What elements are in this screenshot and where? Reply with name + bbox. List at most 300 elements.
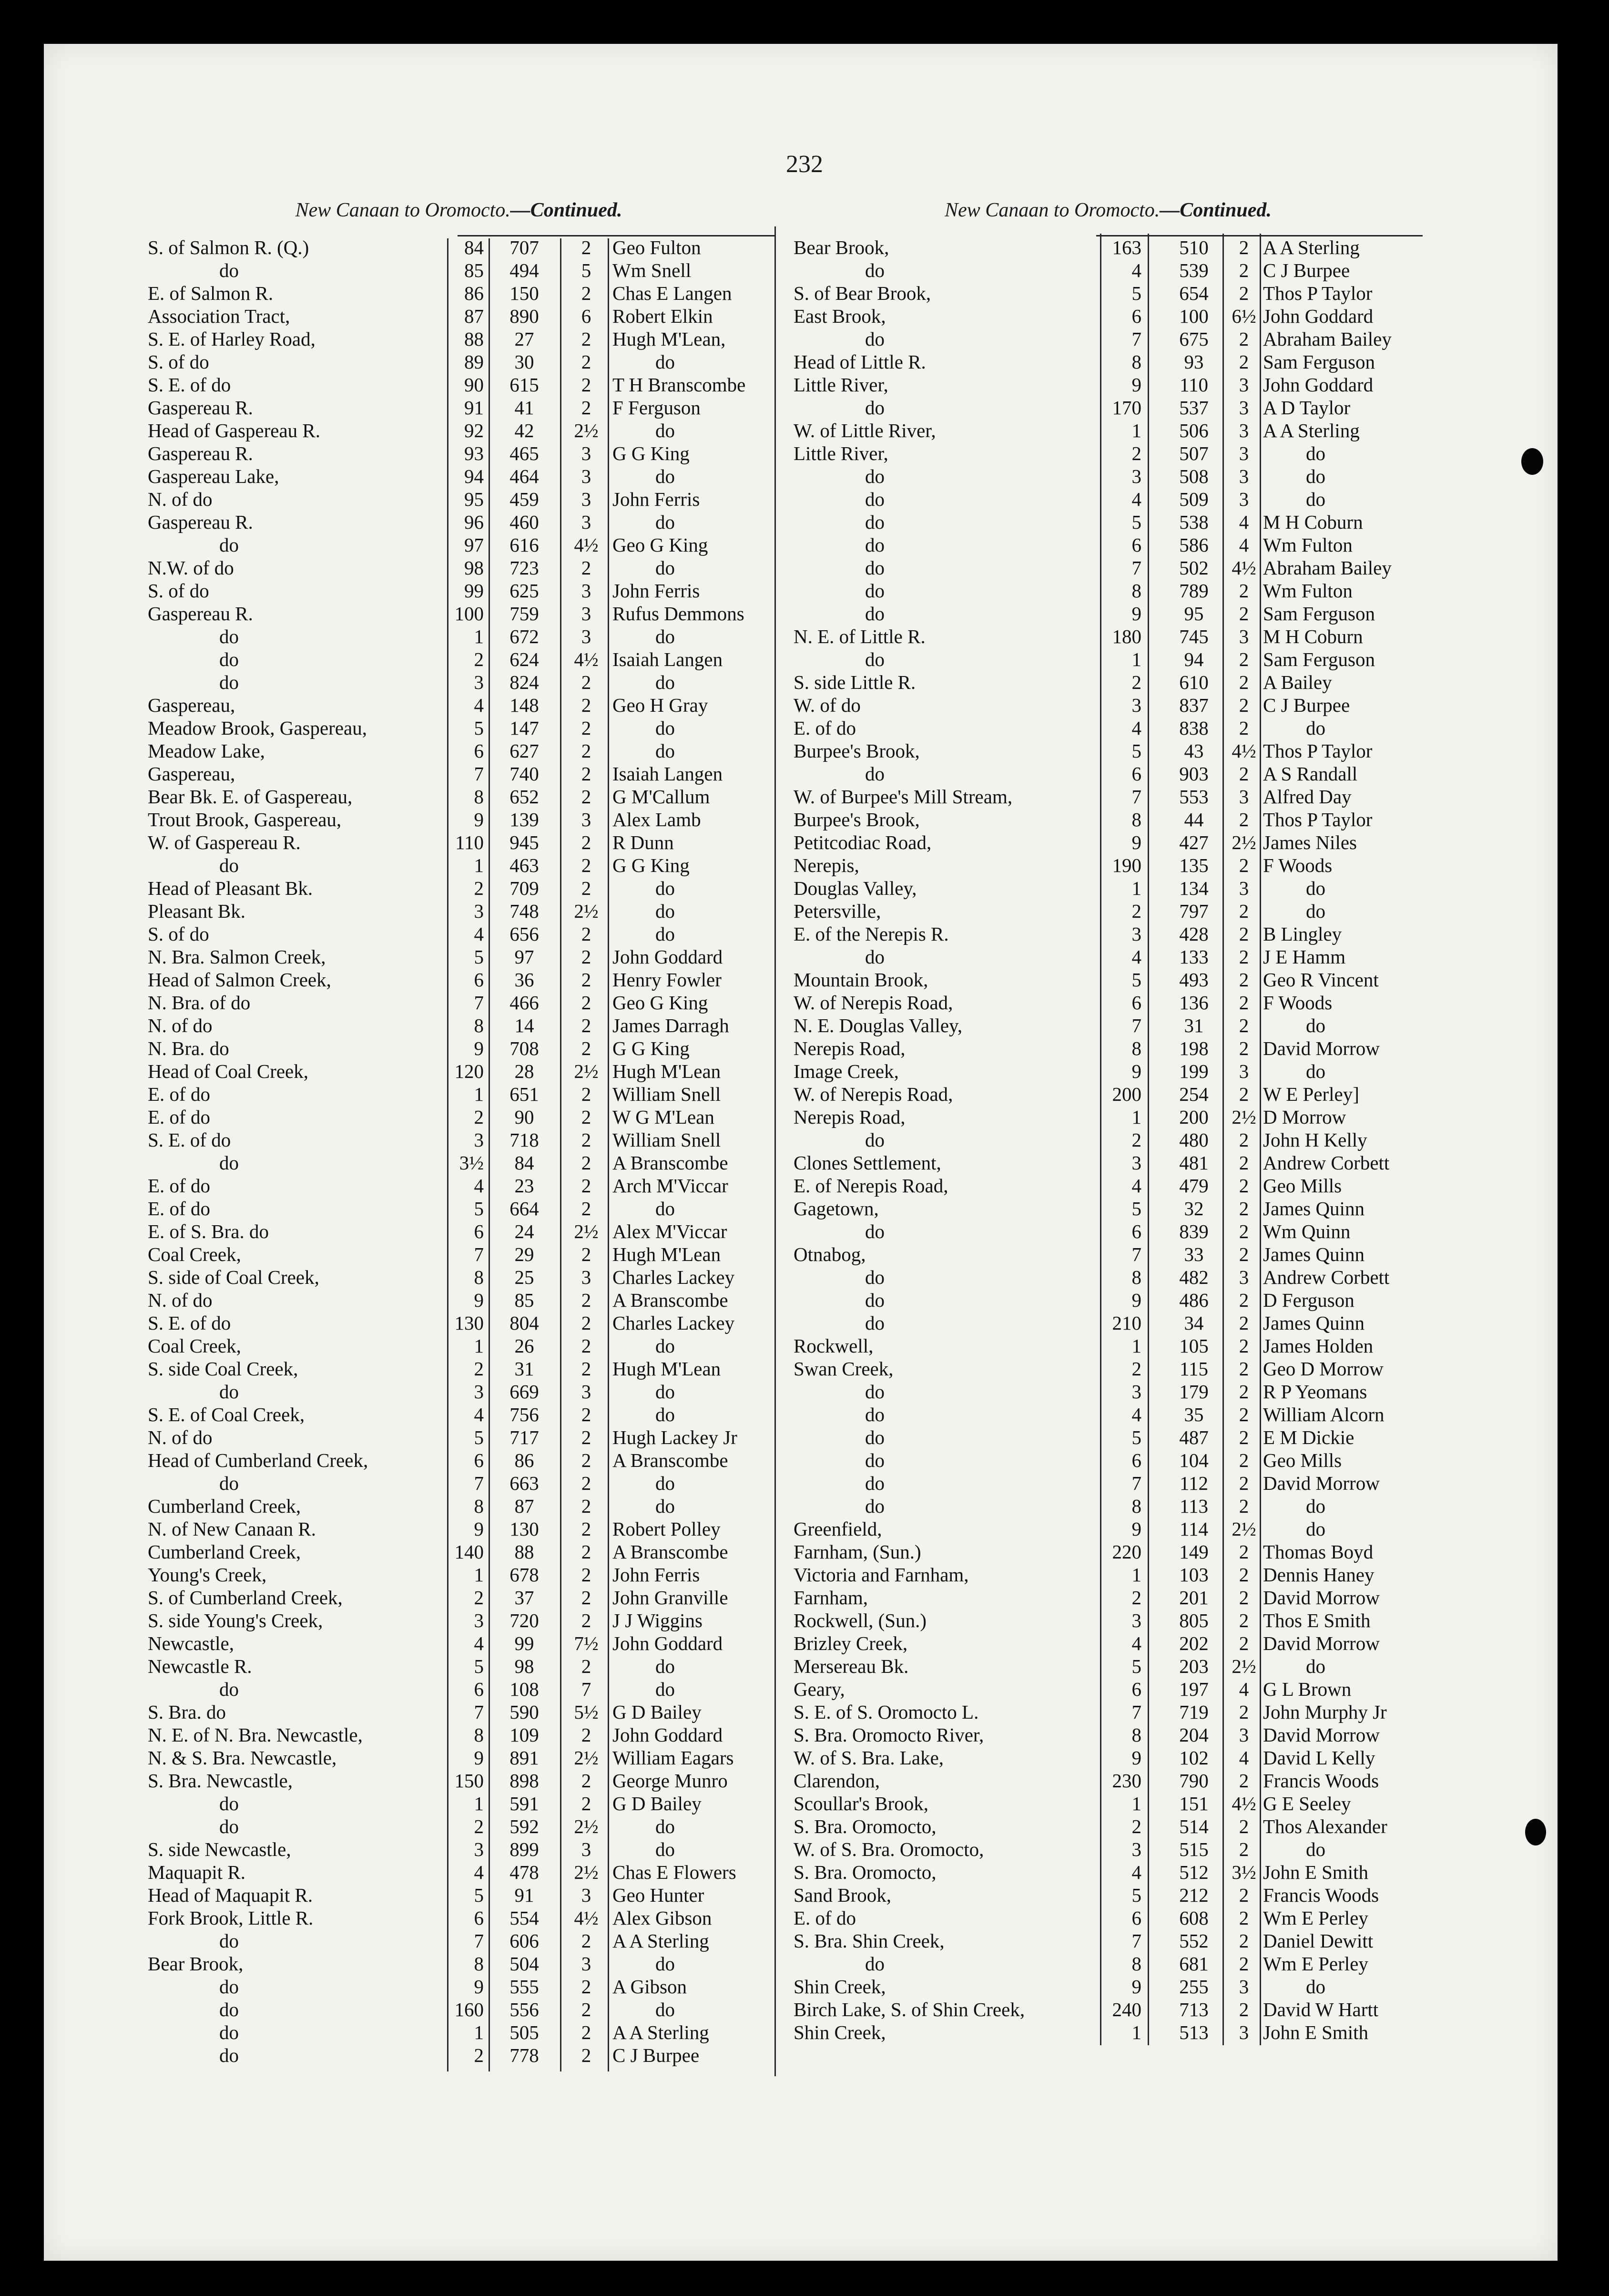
years-cell: 3 [581, 1266, 591, 1288]
lot-number-cell: 9 [474, 1976, 484, 1998]
location-cell: Otnabog, [794, 1243, 866, 1265]
acres-cell: 478 [509, 1861, 539, 1883]
table-row [143, 877, 774, 900]
table-row [143, 1884, 774, 1906]
lot-number-cell: 9 [1131, 1976, 1141, 1998]
acres-cell: 898 [509, 1770, 539, 1792]
table-row [143, 1197, 774, 1220]
years-cell: 3 [581, 625, 591, 647]
lot-number-cell: 4 [1131, 717, 1141, 739]
grantee-name-cell: do [1306, 1655, 1325, 1677]
location-cell: do [219, 1793, 239, 1814]
table-row [143, 602, 774, 625]
left-table-heading: New Canaan to Oromocto.—Continued. [295, 199, 622, 221]
location-cell: W. of Nerepis Road, [794, 1083, 953, 1105]
lot-number-cell: 1 [1131, 420, 1141, 441]
years-cell: 3 [1239, 1060, 1249, 1082]
location-cell: do [219, 259, 239, 281]
grantee-name-cell: Charles Lackey [612, 1266, 735, 1288]
grantee-name-cell: Geo R Vincent [1263, 969, 1379, 991]
table-row [143, 419, 774, 442]
table-row [791, 236, 1425, 259]
lot-number-cell: 7 [1131, 786, 1141, 808]
table-row [791, 1472, 1425, 1495]
lot-number-cell: 97 [464, 534, 484, 556]
location-cell: do [865, 397, 885, 419]
grantee-name-cell: do [655, 1815, 675, 1837]
acres-cell: 25 [514, 1266, 534, 1288]
years-cell: 2 [581, 946, 591, 968]
lot-number-cell: 6 [1131, 305, 1141, 327]
lot-number-cell: 4 [474, 1861, 484, 1883]
acres-cell: 502 [1179, 557, 1209, 579]
grantee-name-cell: Wm Fulton [1263, 534, 1353, 556]
grantee-name-cell: do [655, 1999, 675, 2020]
table-row [791, 1426, 1425, 1449]
location-cell: N. of do [148, 488, 213, 510]
years-cell: 4 [1239, 1678, 1249, 1700]
acres-cell: 778 [509, 2044, 539, 2066]
table-row [791, 533, 1425, 556]
lot-number-cell: 220 [1112, 1541, 1141, 1563]
acres-cell: 610 [1179, 671, 1209, 693]
years-cell: 2 [1239, 671, 1249, 693]
location-cell: E. of S. Bra. do [148, 1220, 269, 1242]
lot-number-cell: 2 [1131, 900, 1141, 922]
grantee-name-cell: John Goddard [1263, 305, 1374, 327]
years-cell: 2 [1239, 763, 1249, 785]
lot-number-cell: 4 [1131, 1861, 1141, 1883]
lot-number-cell: 85 [464, 259, 484, 281]
location-cell: do [865, 1426, 885, 1448]
acres-cell: 35 [1184, 1404, 1204, 1425]
years-cell: 2 [1239, 259, 1249, 281]
location-cell: Mountain Brook, [794, 969, 928, 991]
lot-number-cell: 2 [1131, 1587, 1141, 1609]
acres-cell: 179 [1179, 1381, 1209, 1403]
location-cell: Newcastle R. [148, 1655, 252, 1677]
lot-number-cell: 5 [474, 1198, 484, 1220]
acres-cell: 824 [509, 671, 539, 693]
acres-cell: 717 [509, 1426, 539, 1448]
acres-cell: 200 [1179, 1106, 1209, 1128]
acres-cell: 512 [1179, 1861, 1209, 1883]
acres-cell: 592 [509, 1815, 539, 1837]
table-row [791, 1014, 1425, 1037]
lot-number-cell: 200 [1112, 1083, 1141, 1105]
location-cell: Meadow Lake, [148, 740, 265, 762]
table-row [791, 556, 1425, 579]
acres-cell: 150 [509, 282, 539, 304]
grantee-name-cell: do [655, 1838, 675, 1860]
lot-number-cell: 8 [1131, 1266, 1141, 1288]
table-row [791, 1266, 1425, 1289]
years-cell: 2 [581, 1518, 591, 1540]
grantee-name-cell: do [655, 877, 675, 899]
years-cell: 3 [581, 511, 591, 533]
table-row [143, 1792, 774, 1815]
years-cell: 2 [1239, 1953, 1249, 1975]
table-row [143, 465, 774, 488]
lot-number-cell: 6 [1131, 1449, 1141, 1471]
years-cell: 2 [1239, 1472, 1249, 1494]
years-cell: 3 [1239, 420, 1249, 441]
table-row [791, 717, 1425, 739]
grantee-name-cell: do [1306, 877, 1325, 899]
lot-number-cell: 2 [474, 1106, 484, 1128]
grantee-name-cell: James Quinn [1263, 1312, 1365, 1334]
lot-number-cell: 3 [1131, 1381, 1141, 1403]
lot-number-cell: 190 [1112, 854, 1141, 876]
grantee-name-cell: do [655, 1678, 675, 1700]
table-row [143, 1975, 774, 1998]
grantee-name-cell: Wm E Perley [1263, 1907, 1368, 1929]
grantee-name-cell: Henry Fowler [612, 969, 722, 991]
location-cell: do [219, 1472, 239, 1494]
acres-cell: 87 [514, 1495, 534, 1517]
acres-cell: 23 [514, 1175, 534, 1197]
table-row [143, 1517, 774, 1540]
lot-number-cell: 120 [454, 1060, 484, 1082]
acres-cell: 624 [509, 648, 539, 670]
acres-cell: 591 [509, 1793, 539, 1814]
years-cell: 6½ [1232, 305, 1256, 327]
years-cell: 3 [581, 442, 591, 464]
acres-cell: 675 [1179, 328, 1209, 350]
table-row [791, 877, 1425, 900]
grantee-name-cell: Thos E Smith [1263, 1609, 1371, 1631]
grantee-name-cell: do [655, 1335, 675, 1357]
grantee-name-cell: Abraham Bailey [1263, 557, 1392, 579]
acres-cell: 651 [509, 1083, 539, 1105]
table-row [143, 396, 774, 419]
lot-number-cell: 5 [1131, 740, 1141, 762]
lot-number-cell: 4 [474, 1404, 484, 1425]
grantee-name-cell: C J Burpee [612, 2044, 700, 2066]
years-cell: 2 [581, 1495, 591, 1517]
grantee-name-cell: Robert Polley [612, 1518, 721, 1540]
location-cell: Brizley Creek, [794, 1632, 908, 1654]
years-cell: 3 [581, 465, 591, 487]
table-row [143, 488, 774, 511]
lot-number-cell: 2 [474, 1815, 484, 1837]
table-row [791, 282, 1425, 305]
table-row [791, 671, 1425, 694]
lot-number-cell: 160 [454, 1999, 484, 2020]
table-row [143, 1083, 774, 1106]
grantee-name-cell: do [1306, 465, 1325, 487]
acres-cell: 88 [514, 1541, 534, 1563]
lot-number-cell: 3 [474, 671, 484, 693]
grantee-name-cell: do [1306, 1495, 1325, 1517]
lot-number-cell: 5 [474, 1426, 484, 1448]
lot-number-cell: 7 [1131, 1930, 1141, 1952]
lot-number-cell: 1 [474, 625, 484, 647]
years-cell: 2 [1239, 1632, 1249, 1654]
years-cell: 2½ [1232, 1106, 1256, 1128]
table-row [143, 259, 774, 282]
years-cell: 3 [1239, 2021, 1249, 2043]
table-row [791, 1998, 1425, 2021]
location-cell: do [865, 511, 885, 533]
lot-number-cell: 130 [454, 1312, 484, 1334]
lot-number-cell: 8 [1131, 1037, 1141, 1059]
years-cell: 2 [581, 1930, 591, 1952]
years-cell: 2 [581, 1335, 591, 1357]
lot-number-cell: 1 [1131, 1564, 1141, 1586]
acres-cell: 24 [514, 1220, 534, 1242]
location-cell: N. E. Douglas Valley, [794, 1015, 963, 1036]
acres-cell: 745 [1179, 625, 1209, 647]
table-row [143, 1609, 774, 1632]
lot-number-cell: 1 [1131, 1106, 1141, 1128]
grantee-name-cell: Hugh M'Lean [612, 1243, 721, 1265]
location-cell: S. Bra. Oromocto, [794, 1815, 937, 1837]
years-cell: 2 [1239, 717, 1249, 739]
grantee-name-cell: Rufus Demmons [612, 603, 744, 625]
table-row [791, 1792, 1425, 1815]
table-row [143, 1906, 774, 1929]
table-row [143, 1723, 774, 1746]
table-row [791, 762, 1425, 785]
location-cell: Nerepis Road, [794, 1106, 906, 1128]
acres-cell: 463 [509, 854, 539, 876]
table-row [143, 1472, 774, 1495]
years-cell: 2 [1239, 1609, 1249, 1631]
lot-number-cell: 150 [454, 1770, 484, 1792]
years-cell: 2 [1239, 1152, 1249, 1174]
years-cell: 2 [581, 1243, 591, 1265]
lot-number-cell: 180 [1112, 625, 1141, 647]
years-cell: 2 [1239, 1335, 1249, 1357]
grantee-name-cell: Alex M'Viccar [612, 1220, 727, 1242]
location-cell: do [865, 1129, 885, 1151]
table-row [143, 648, 774, 671]
acres-cell: 102 [1179, 1747, 1209, 1769]
years-cell: 2½ [574, 1060, 599, 1082]
lot-number-cell: 8 [1131, 1724, 1141, 1746]
grantee-name-cell: Geo H Gray [612, 694, 708, 716]
grantee-name-cell: do [655, 1953, 675, 1975]
table-row [791, 1609, 1425, 1632]
lot-number-cell: 9 [1131, 1060, 1141, 1082]
grantee-name-cell: do [655, 511, 675, 533]
location-cell: do [865, 557, 885, 579]
years-cell: 2 [581, 1564, 591, 1586]
acres-cell: 459 [509, 488, 539, 510]
lot-number-cell: 3 [474, 900, 484, 922]
acres-cell: 36 [514, 969, 534, 991]
grantee-name-cell: A S Randall [1263, 763, 1358, 785]
grantee-name-cell: A Branscombe [612, 1152, 728, 1174]
years-cell: 2 [1239, 1083, 1249, 1105]
table-row [791, 648, 1425, 671]
grantee-name-cell: Thos Alexander [1263, 1815, 1387, 1837]
location-cell: do [865, 465, 885, 487]
years-cell: 2 [581, 763, 591, 785]
table-row [791, 305, 1425, 328]
acres-cell: 590 [509, 1701, 539, 1723]
grantee-name-cell: R P Yeomans [1263, 1381, 1367, 1403]
years-cell: 2 [581, 1655, 591, 1677]
lot-number-cell: 2 [1131, 1129, 1141, 1151]
acres-cell: 608 [1179, 1907, 1209, 1929]
table-row [143, 1426, 774, 1449]
years-cell: 2 [1239, 1587, 1249, 1609]
location-cell: S. Bra. Newcastle, [148, 1770, 293, 1792]
years-cell: 2 [1239, 1243, 1249, 1265]
acres-cell: 505 [509, 2021, 539, 2043]
lot-number-cell: 3 [1131, 1152, 1141, 1174]
grantee-name-cell: David Morrow [1263, 1587, 1380, 1609]
acres-cell: 34 [1184, 1312, 1204, 1334]
location-cell: do [219, 2021, 239, 2043]
table-row [791, 900, 1425, 922]
acres-cell: 652 [509, 786, 539, 808]
table-row [143, 556, 774, 579]
table-row [143, 1678, 774, 1701]
table-row [143, 1380, 774, 1403]
location-cell: S. E. of do [148, 1312, 231, 1334]
lot-number-cell: 230 [1112, 1770, 1141, 1792]
acres-cell: 508 [1179, 465, 1209, 487]
location-cell: Gaspereau Lake, [148, 465, 279, 487]
grantee-name-cell: F Woods [1263, 992, 1333, 1014]
acres-cell: 713 [1179, 1999, 1209, 2020]
location-cell: N. of do [148, 1289, 213, 1311]
years-cell: 2 [1239, 900, 1249, 922]
acres-cell: 625 [509, 580, 539, 602]
location-cell: Newcastle, [148, 1632, 234, 1654]
years-cell: 2 [1239, 1930, 1249, 1952]
grantee-name-cell: do [655, 740, 675, 762]
location-cell: Head of Pleasant Bk. [148, 877, 313, 899]
table-row [791, 1678, 1425, 1701]
location-cell: Gaspereau R. [148, 603, 253, 625]
location-cell: S. E. of do [148, 1129, 231, 1151]
grantee-name-cell: James Quinn [1263, 1198, 1365, 1220]
years-cell: 2½ [574, 420, 599, 441]
lot-number-cell: 90 [464, 374, 484, 396]
location-cell: Shin Creek, [794, 1976, 886, 1998]
grantee-name-cell: A A Sterling [1263, 420, 1360, 441]
location-cell: do [865, 1220, 885, 1242]
lot-number-cell: 6 [1131, 1220, 1141, 1242]
acres-cell: 538 [1179, 511, 1209, 533]
table-row [791, 1060, 1425, 1083]
years-cell: 3 [1239, 786, 1249, 808]
acres-cell: 14 [514, 1015, 534, 1036]
table-row [143, 854, 774, 877]
years-cell: 2 [1239, 969, 1249, 991]
grantee-name-cell: do [655, 625, 675, 647]
acres-cell: 100 [1179, 305, 1209, 327]
grantee-name-cell: Alex Lamb [612, 809, 701, 830]
years-cell: 2 [581, 397, 591, 419]
years-cell: 2 [581, 1541, 591, 1563]
lot-number-cell: 9 [1131, 1289, 1141, 1311]
years-cell: 2 [1239, 648, 1249, 670]
grantee-name-cell: M H Coburn [1263, 625, 1363, 647]
grantee-name-cell: Charles Lackey [612, 1312, 735, 1334]
location-cell: E. of Nerepis Road, [794, 1175, 948, 1197]
table-row [143, 511, 774, 533]
acres-cell: 98 [514, 1655, 534, 1677]
lot-number-cell: 6 [1131, 992, 1141, 1014]
grantee-name-cell: Hugh M'Lean, [612, 328, 726, 350]
grantee-name-cell: Chas E Langen [612, 282, 732, 304]
grantee-name-cell: John E Smith [1263, 1861, 1368, 1883]
acres-cell: 30 [514, 351, 534, 373]
table-row [143, 1952, 774, 1975]
location-cell: S. E. of Coal Creek, [148, 1404, 305, 1425]
location-cell: S. of Bear Brook, [794, 282, 931, 304]
location-cell: S. Bra. Oromocto River, [794, 1724, 984, 1746]
location-cell: W. of do [794, 694, 861, 716]
years-cell: 2 [581, 374, 591, 396]
acres-cell: 615 [509, 374, 539, 396]
acres-cell: 509 [1179, 488, 1209, 510]
table-row [791, 1334, 1425, 1357]
table-row [791, 991, 1425, 1014]
table-row [791, 1586, 1425, 1609]
acres-cell: 627 [509, 740, 539, 762]
lot-number-cell: 86 [464, 282, 484, 304]
years-cell: 5 [581, 259, 591, 281]
lot-number-cell: 2 [1131, 1815, 1141, 1837]
years-cell: 3 [581, 603, 591, 625]
acres-cell: 740 [509, 763, 539, 785]
location-cell: do [219, 1930, 239, 1952]
table-row [791, 1701, 1425, 1723]
acres-cell: 586 [1179, 534, 1209, 556]
years-cell: 2 [581, 1472, 591, 1494]
acres-cell: 510 [1179, 236, 1209, 258]
years-cell: 2½ [574, 900, 599, 922]
years-cell: 3 [1239, 877, 1249, 899]
years-cell: 2 [1239, 1770, 1249, 1792]
lot-number-cell: 8 [1131, 1953, 1141, 1975]
table-row [143, 328, 774, 350]
lot-number-cell: 2 [1131, 442, 1141, 464]
years-cell: 3 [1239, 465, 1249, 487]
acres-cell: 148 [509, 694, 539, 716]
lot-number-cell: 6 [1131, 763, 1141, 785]
grantee-name-cell: Thos P Taylor [1263, 282, 1373, 304]
location-cell: E. of do [794, 717, 856, 739]
table-row [791, 602, 1425, 625]
grantee-name-cell: Hugh M'Lean [612, 1358, 721, 1380]
table-row [791, 1151, 1425, 1174]
acres-cell: 94 [1184, 648, 1204, 670]
location-cell: Rockwell, [794, 1335, 874, 1357]
lot-number-cell: 9 [474, 809, 484, 830]
grantee-name-cell: Hugh M'Lean [612, 1060, 721, 1082]
years-cell: 2 [1239, 1838, 1249, 1860]
right-table-rows [791, 236, 1425, 2044]
lot-number-cell: 98 [464, 557, 484, 579]
lot-number-cell: 84 [464, 236, 484, 258]
acres-cell: 663 [509, 1472, 539, 1494]
acres-cell: 108 [509, 1678, 539, 1700]
table-row [143, 739, 774, 762]
location-cell: Victoria and Farnham, [794, 1564, 969, 1586]
lot-number-cell: 3 [1131, 923, 1141, 945]
acres-cell: 464 [509, 465, 539, 487]
table-row [791, 1861, 1425, 1884]
table-row [791, 1884, 1425, 1906]
years-cell: 4 [1239, 511, 1249, 533]
